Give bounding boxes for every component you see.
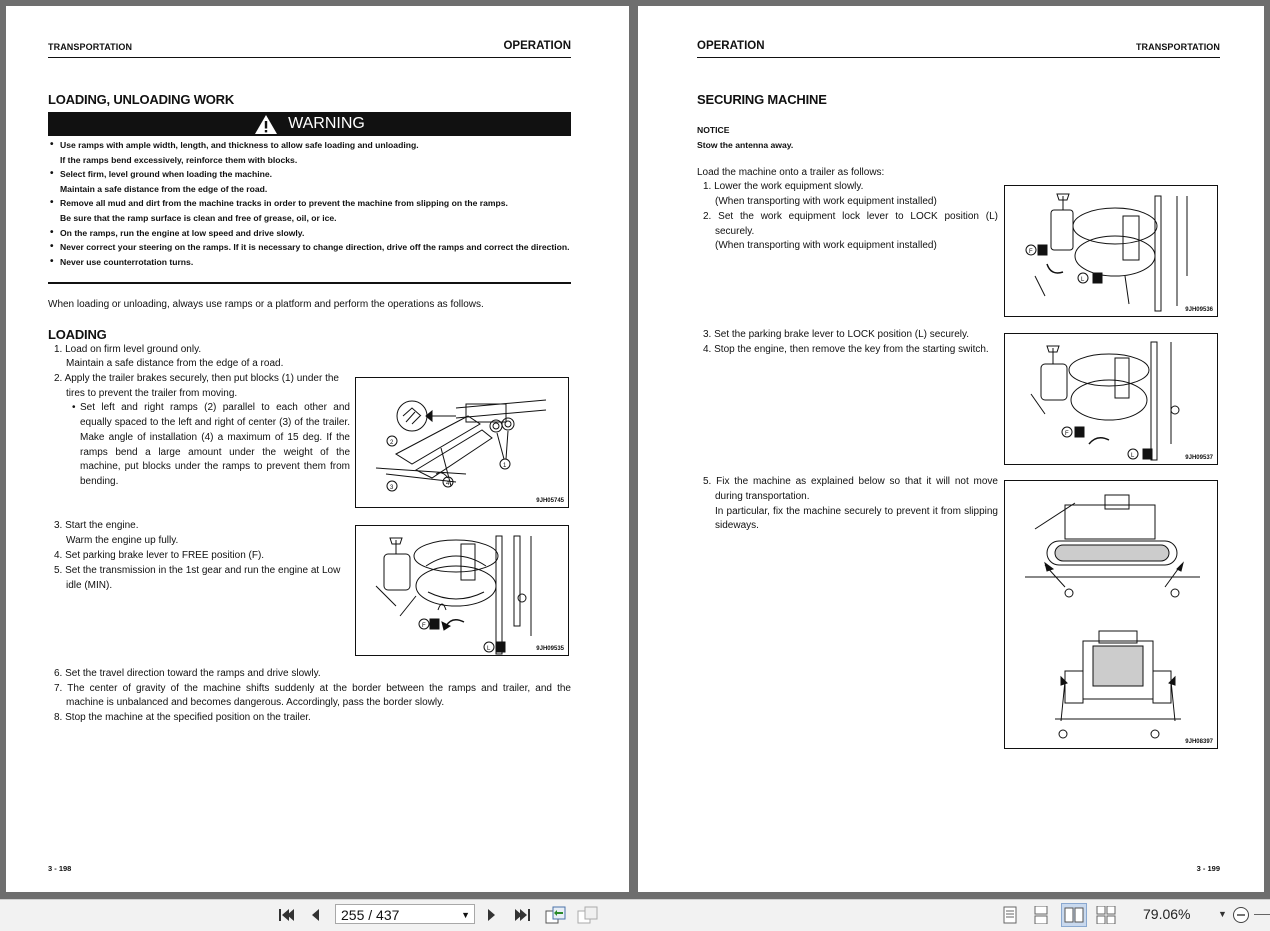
- intro-text: Load the machine onto a trailer as follows:: [697, 167, 885, 178]
- notice-label: NOTICE: [697, 125, 730, 135]
- next-page-button[interactable]: [484, 905, 500, 925]
- left-page: [6, 6, 629, 892]
- step-5-cont: during transportation.: [715, 491, 810, 502]
- section-title: LOADING, UNLOADING WORK: [48, 92, 235, 107]
- continuous-view-button[interactable]: [1031, 905, 1051, 925]
- last-page-icon: [514, 907, 532, 923]
- brake-lever-illustration: [355, 525, 569, 656]
- ramp-illustration: [355, 377, 569, 508]
- warning-item-cont: Maintain a safe distance from the edge of the road.: [60, 183, 268, 194]
- two-page-continuous-button[interactable]: [1095, 905, 1117, 925]
- zoom-level[interactable]: 79.06%: [1143, 906, 1191, 922]
- page-number: 3 - 198: [48, 864, 72, 873]
- step-2-bullet-mark: •: [72, 402, 76, 413]
- step-8: 8. Stop the machine at the specified position on the trailer.: [54, 712, 311, 723]
- figure-id: 9JH09536: [1185, 307, 1213, 313]
- zoom-slider-track[interactable]: [1254, 914, 1270, 915]
- svg-text:L: L: [1081, 277, 1085, 283]
- tie-down-illustration: [1004, 480, 1218, 749]
- step-2-bullet: bending.: [80, 476, 119, 487]
- go-forward-icon: [577, 906, 599, 924]
- step-4: 4. Set parking brake lever to FREE position (F).: [54, 550, 265, 561]
- next-page-icon: [486, 907, 498, 923]
- step-5: 5. Set the transmission in the 1st gear and run the engine at Low: [54, 565, 341, 576]
- step-2-cont: securely.: [715, 226, 755, 237]
- step-3-detail: Warm the engine up fully.: [66, 535, 179, 546]
- step-2-bullet: Make angle of installation (4) a maximum of 15 deg. If the: [80, 432, 350, 443]
- right-header-chapter: OPERATION: [697, 40, 765, 52]
- figure-id: 9JH09535: [536, 646, 564, 652]
- svg-text:1: 1: [503, 463, 507, 469]
- continuous-view-icon: [1034, 906, 1048, 924]
- warning-item: • On the ramps, run the engine at low speed and drive slowly.: [48, 226, 570, 241]
- warning-triangle-icon: [254, 114, 278, 135]
- step-5-cont: sideways.: [715, 520, 759, 531]
- warning-item: • Select firm, level ground when loading the machine.: [48, 167, 570, 182]
- step-4: 4. Stop the engine, then remove the key from the starting switch.: [703, 344, 989, 355]
- step-1-note: (When transporting with work equipment installed): [715, 196, 937, 207]
- warning-item: • Never correct your steering on the ramps. If it is necessary to change direction, drive off the ramps and correct the direction.: [48, 240, 570, 255]
- go-back-button[interactable]: [545, 905, 567, 925]
- step-5: 5. Fix the machine as explained below so that it will not move: [703, 476, 998, 487]
- svg-text:F: F: [422, 623, 426, 629]
- warning-item-cont: If the ramps bend excessively, reinforce them with blocks.: [60, 154, 298, 165]
- step-2-bullet: equally spaced to the left and right of center (3) of the trailer.: [80, 417, 350, 428]
- step-2-bullet: Set left and right ramps (2) parallel to each other and: [80, 402, 350, 413]
- step-7-cont: machine is unbalanced and becomes dangerous. Accordingly, pass the border slowly.: [66, 697, 445, 708]
- single-page-view-icon: [1003, 906, 1017, 924]
- step-2-note: (When transporting with work equipment installed): [715, 240, 937, 251]
- step-7: 7. The center of gravity of the machine shifts suddenly at the border between the ramps and trailer, and the: [54, 683, 571, 694]
- notice-text: Stow the antenna away.: [697, 140, 794, 150]
- svg-text:2: 2: [390, 440, 394, 446]
- step-2: 2. Apply the trailer brakes securely, then put blocks (1) under the: [54, 373, 339, 384]
- page-number: 3 - 199: [1196, 864, 1220, 873]
- go-back-icon: [545, 906, 567, 924]
- warning-item: • Remove all mud and dirt from the machine tracks in order to prevent the machine from slipping on the ramps.: [48, 196, 570, 211]
- lock-lever-illustration: [1004, 185, 1218, 317]
- two-page-continuous-icon: [1096, 906, 1116, 924]
- tie-down-drawing: [1005, 481, 1217, 748]
- single-page-view-button[interactable]: [1000, 905, 1020, 925]
- warning-label: WARNING: [288, 115, 365, 132]
- warning-item: • Use ramps with ample width, length, and thickness to allow safe loading and unloading.: [48, 138, 570, 153]
- brake-lever-drawing: [356, 526, 568, 655]
- two-page-view-button[interactable]: [1061, 903, 1087, 927]
- svg-text:L: L: [487, 646, 491, 652]
- zoom-out-icon: [1232, 906, 1250, 924]
- warning-bottom-rule: [48, 282, 571, 284]
- step-6: 6. Set the travel direction toward the ramps and drive slowly.: [54, 668, 321, 679]
- first-page-icon: [277, 907, 295, 923]
- step-1: 1. Lower the work equipment slowly.: [703, 181, 864, 192]
- step-2-bullet: machine, put blocks under the ramps to prevent them from: [80, 461, 350, 472]
- page-number-field[interactable]: [335, 904, 475, 924]
- step-5-cont: In particular, fix the machine securely to prevent it from slipping: [715, 506, 998, 517]
- svg-text:F: F: [1029, 249, 1033, 255]
- warning-item-cont: Be sure that the ramp surface is clean and free of grease, oil, or ice.: [60, 212, 337, 223]
- svg-text:4: 4: [446, 481, 450, 487]
- page-number-value: 255 / 437: [341, 907, 400, 923]
- two-page-view-icon: [1064, 907, 1084, 923]
- last-page-button[interactable]: [512, 905, 534, 925]
- left-header-section: TRANSPORTATION: [48, 42, 133, 52]
- intro-text: When loading or unloading, always use ramps or a platform and perform the operations as follows.: [48, 299, 484, 310]
- step-2-bullet: ramps bend a large amount under the weight of the: [80, 447, 350, 458]
- figure-id: 9JH09537: [1185, 455, 1213, 461]
- warning-bar: [48, 112, 571, 136]
- step-2-cont: tires to prevent the trailer from moving.: [66, 388, 238, 399]
- section-title: SECURING MACHINE: [697, 92, 827, 107]
- svg-text:3: 3: [390, 485, 394, 491]
- prev-page-button[interactable]: [307, 905, 323, 925]
- step-1-detail: Maintain a safe distance from the edge of a road.: [66, 358, 284, 369]
- parking-brake-illustration: [1004, 333, 1218, 465]
- parking-brake-drawing: [1005, 334, 1217, 464]
- svg-text:L: L: [1131, 453, 1135, 459]
- figure-id: 9JH05745: [536, 498, 564, 504]
- header-rule: [48, 57, 571, 58]
- step-3: 3. Start the engine.: [54, 520, 139, 531]
- prev-page-icon: [309, 907, 321, 923]
- step-3: 3. Set the parking brake lever to LOCK position (L) securely.: [703, 329, 970, 340]
- figure-id: 9JH08397: [1185, 739, 1213, 745]
- chevron-down-icon[interactable]: ▼: [461, 910, 470, 920]
- loading-subtitle: LOADING: [48, 327, 107, 342]
- step-5-cont: idle (MIN).: [66, 580, 113, 591]
- left-header-chapter: OPERATION: [503, 40, 571, 52]
- step-2: 2. Set the work equipment lock lever to LOCK position (L): [703, 211, 998, 222]
- right-header-section: TRANSPORTATION: [1135, 42, 1220, 52]
- step-1: 1. Load on firm level ground only.: [54, 344, 202, 355]
- zoom-dropdown-icon[interactable]: ▼: [1218, 909, 1227, 919]
- warning-item: • Never use counterrotation turns.: [48, 255, 570, 270]
- right-page: [638, 6, 1264, 892]
- go-forward-button[interactable]: [577, 905, 599, 925]
- header-rule: [697, 57, 1220, 58]
- ramp-drawing: [356, 378, 568, 507]
- first-page-button[interactable]: [276, 905, 296, 925]
- warning-list: [48, 138, 570, 269]
- zoom-out-button[interactable]: [1231, 905, 1251, 925]
- svg-text:F: F: [1065, 431, 1069, 437]
- lock-lever-drawing: [1005, 186, 1217, 316]
